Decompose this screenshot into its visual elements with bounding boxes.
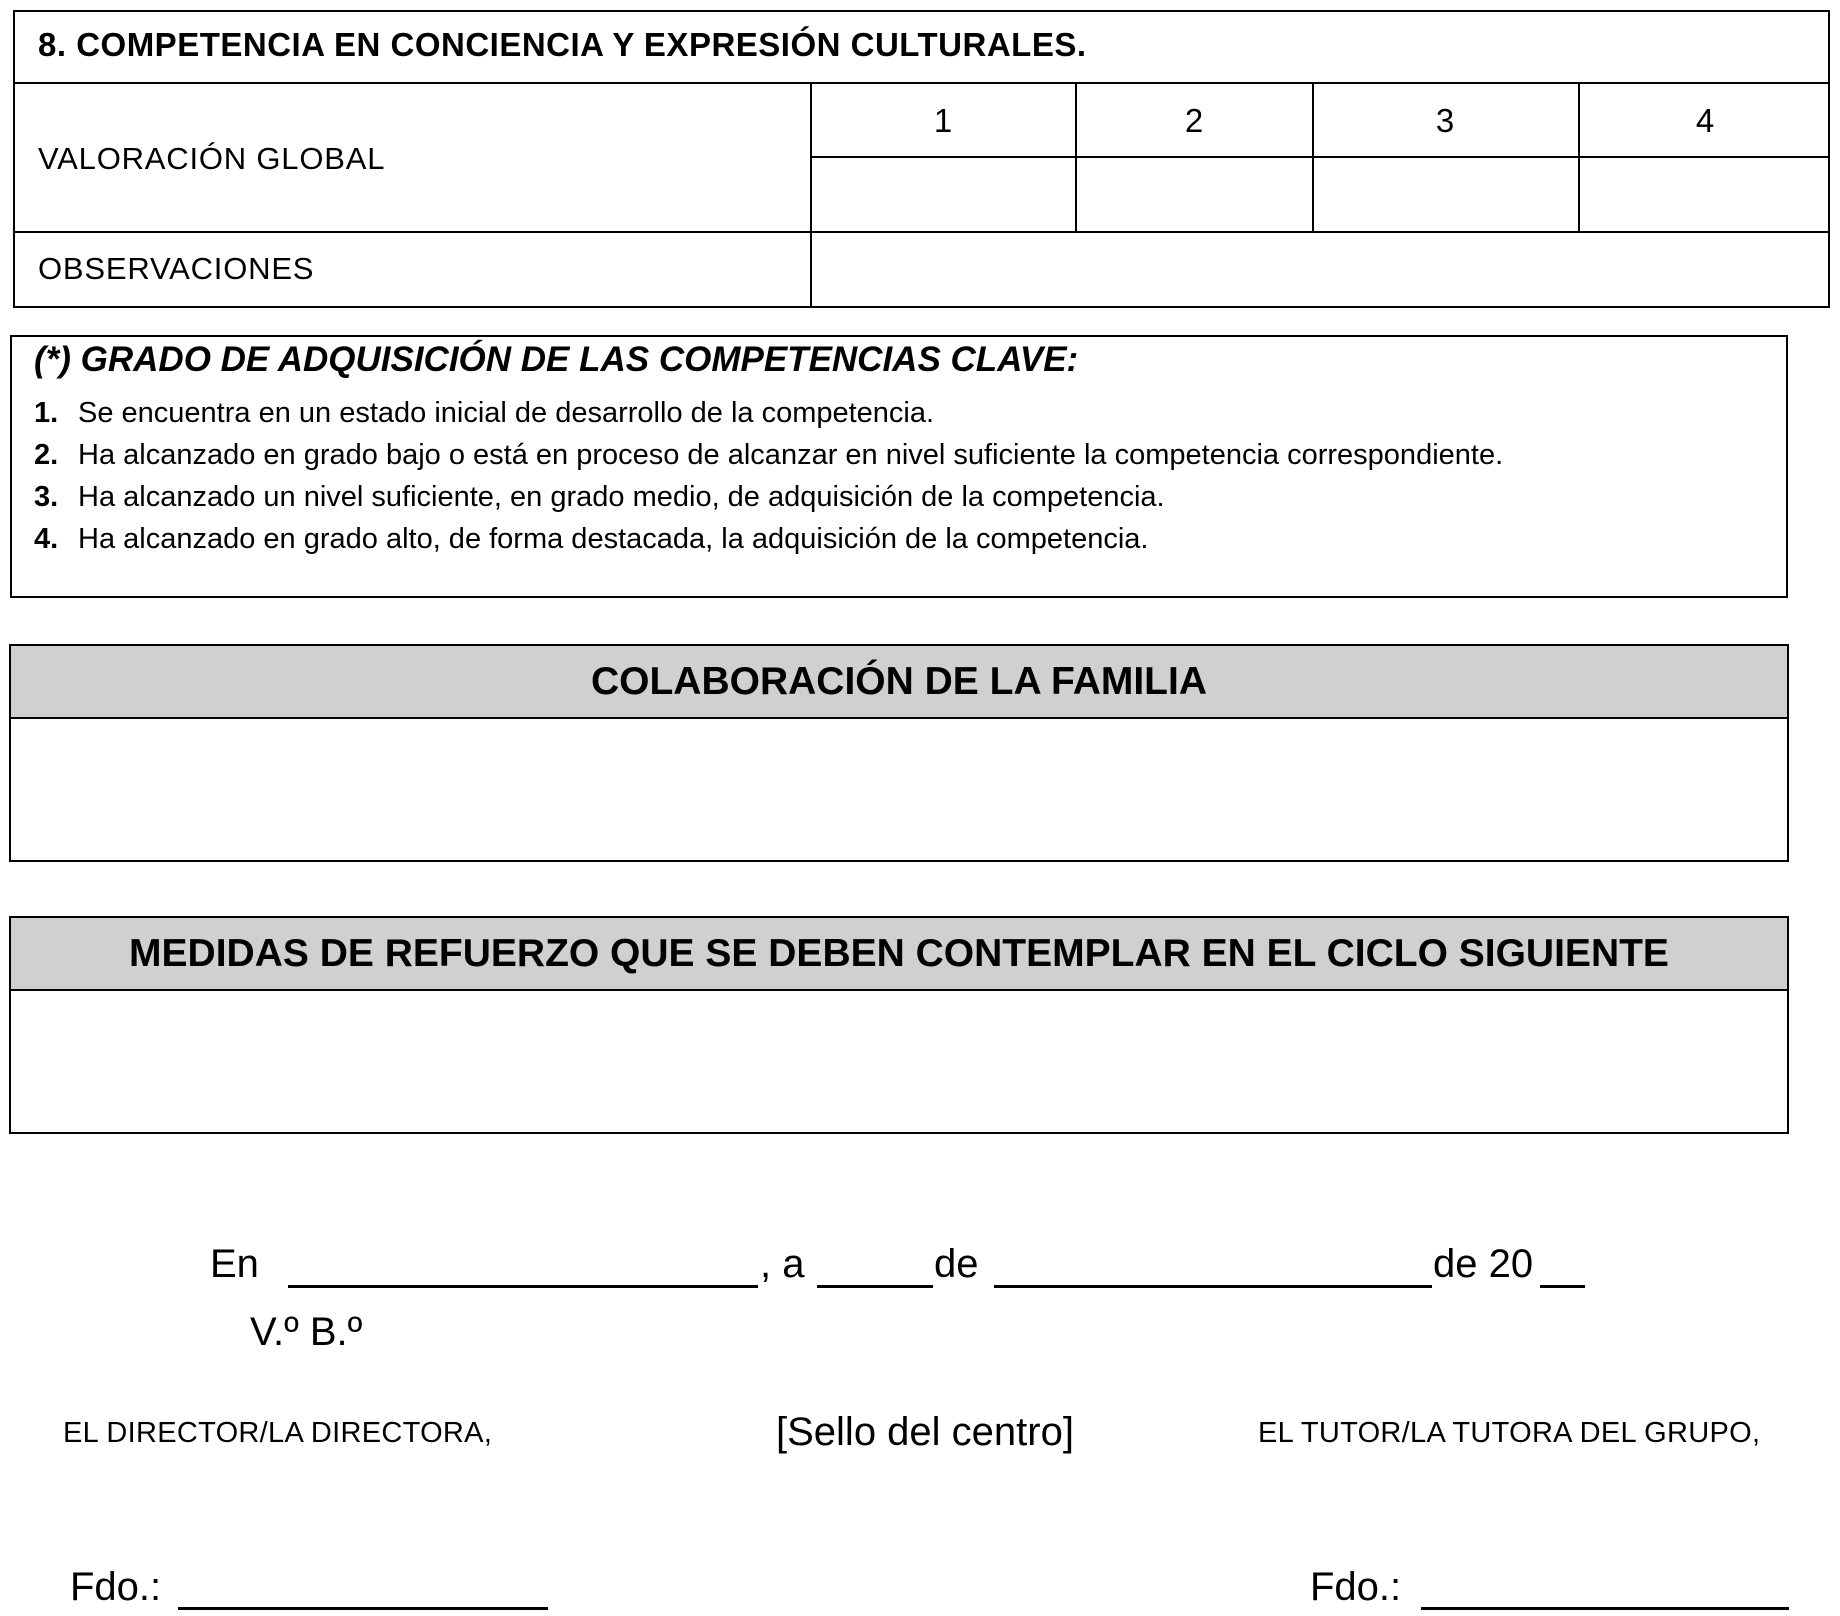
grade-cell-3[interactable] [1316,160,1576,229]
key-grade-text: Ha alcanzado en grado bajo o está en proceso de alcanzar en nivel suficiente la competencia correspondiente. [78,439,1504,471]
director-label: EL DIRECTOR/LA DIRECTORA, [63,1417,493,1449]
place-label: En [210,1242,259,1286]
observations-label: OBSERVACIONES [38,251,315,286]
divider [13,231,1830,233]
family-section-field[interactable] [9,719,1789,862]
key-grade-item [34,523,1148,556]
grade-cell-4[interactable] [1582,160,1828,229]
director-signature-line[interactable] [178,1607,548,1610]
place-line[interactable] [288,1285,758,1288]
divider [810,82,812,308]
day-prefix: , a [760,1242,805,1286]
competence-title: 8. COMPETENCIA EN CONCIENCIA Y EXPRESIÓN CULTURALES. [38,26,1087,63]
key-grade-number: 3. [34,481,59,513]
month-line[interactable] [994,1285,1432,1288]
family-section-header: COLABORACIÓN DE LA FAMILIA [9,644,1789,719]
key-grade-item [34,397,934,430]
key-grades-title: (*) GRADO DE ADQUISICIÓN DE LAS COMPETENCIAS CLAVE: [34,340,1079,379]
key-grade-number: 2. [34,439,59,471]
divider [1075,82,1077,232]
observations-field[interactable] [814,235,1828,306]
key-grade-text: Se encuentra en un estado inicial de desarrollo de la competencia. [78,397,935,429]
grade-header-4: 4 [1695,102,1715,139]
day-line[interactable] [817,1285,933,1288]
grade-cell-1[interactable] [814,160,1073,229]
grade-header-1: 1 [933,102,953,139]
year-line[interactable] [1540,1285,1585,1288]
global-rating-label: VALORACIÓN GLOBAL [38,141,386,176]
signature-label-director: Fdo.: [70,1565,162,1609]
grade-header-2: 2 [1184,102,1204,139]
tutor-signature-line[interactable] [1421,1607,1789,1610]
key-grade-number: 4. [34,523,59,555]
grade-header-3: 3 [1435,102,1455,139]
divider [13,82,1830,84]
divider [1312,82,1314,232]
key-grade-item [34,439,1503,472]
approval-label: V.º B.º [250,1310,363,1354]
measures-section-field[interactable] [9,991,1789,1134]
key-grade-text: Ha alcanzado en grado alto, de forma destacada, la adquisición de la competencia. [78,523,1149,555]
key-grade-number: 1. [34,397,59,429]
year-prefix: de 20 [1433,1242,1534,1286]
grade-cell-2[interactable] [1079,160,1310,229]
tutor-label: EL TUTOR/LA TUTORA DEL GRUPO, [1258,1417,1761,1449]
measures-section-header: MEDIDAS DE REFUERZO QUE SE DEBEN CONTEMPLAR EN EL CICLO SIGUIENTE [9,916,1789,991]
divider [1578,82,1580,232]
key-grade-item [34,481,1165,514]
signature-label-tutor: Fdo.: [1310,1565,1402,1609]
key-grade-text: Ha alcanzado un nivel suficiente, en grado medio, de adquisición de la competencia. [78,481,1165,513]
month-prefix: de [934,1242,979,1286]
seal-label: [Sello del centro] [776,1410,1074,1454]
divider [812,156,1830,158]
